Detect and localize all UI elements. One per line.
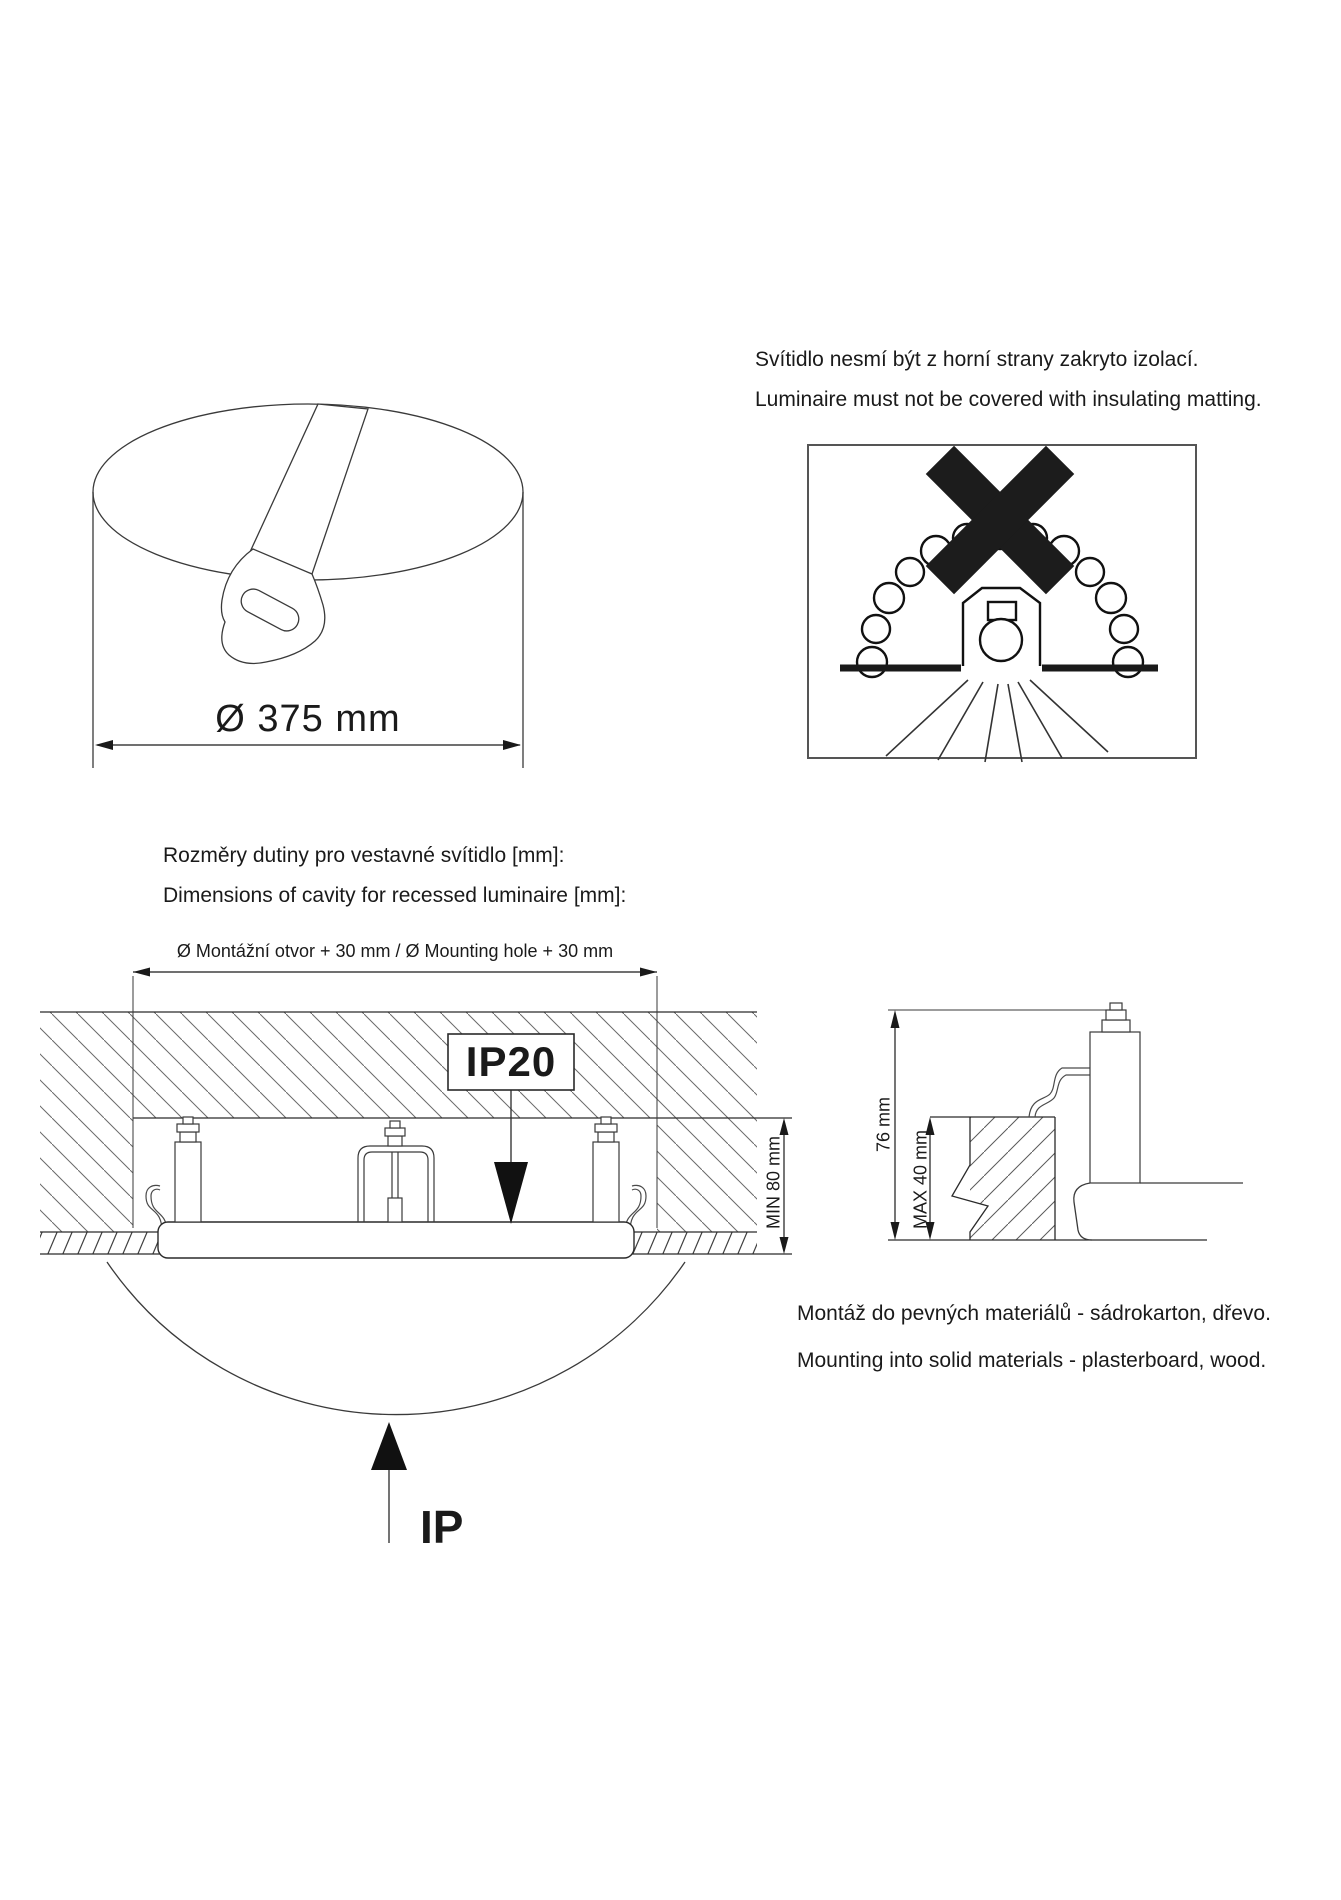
dim-arrow-left-icon [95, 740, 113, 750]
front-cross-section [40, 968, 792, 1544]
glass-dome [107, 1262, 685, 1415]
wall-hatch-left [40, 1118, 133, 1232]
ip20-down-arrow-icon [494, 1162, 528, 1224]
mounting-note-cz: Montáž do pevných materiálů - sádrokarton, dřevo. [797, 1302, 1271, 1325]
total-height-label: 76 mm [873, 1097, 894, 1153]
wall-hatch-top [40, 1012, 757, 1118]
mounting-hole-dimension-label: Ø Montážní otvor + 30 mm / Ø Mounting hole + 30 mm [176, 941, 614, 961]
up-arrow-icon [371, 1422, 407, 1470]
hole-diameter-label: Ø 375 mm [215, 698, 401, 740]
ip-ingress-arrow [371, 1422, 407, 1543]
detail-post [1090, 1003, 1140, 1183]
center-bracket [358, 1121, 434, 1222]
wall-hatch-right [657, 1118, 757, 1232]
dim-arrow-right-icon [503, 740, 521, 750]
cavity-heading-cz: Rozměry dutiny pro vestavné svítidlo [mm]: [163, 844, 565, 867]
no-insulation-warning-box [808, 445, 1196, 762]
ceiling-strip-right [630, 1232, 757, 1254]
insulation-note-cz: Svítidlo nesmí být z horní strany zakryto izolací. [755, 348, 1199, 371]
luminaire-pictogram [963, 588, 1040, 666]
ceiling-strip-left [40, 1232, 163, 1254]
dim-arrow-left-icon [133, 968, 150, 977]
detail-luminaire-edge [1074, 1183, 1243, 1240]
mounting-note-en: Mounting into solid materials - plasterboard, wood. [797, 1349, 1267, 1372]
hole-diameter-dimension [95, 740, 521, 750]
min-depth-label: MIN 80 mm [763, 1136, 784, 1230]
cavity-heading-en: Dimensions of cavity for recessed luminaire [mm]: [163, 884, 627, 907]
mounting-hole-dimension [133, 968, 657, 977]
ip20-rating-label: IP20 [465, 1038, 557, 1085]
dim-arrow-right-icon [640, 968, 657, 977]
panel-block-hatch [970, 1117, 1055, 1240]
saw-blade [250, 404, 368, 574]
side-detail-section [888, 1003, 1243, 1240]
luminaire-trim-ring [158, 1222, 634, 1258]
panel-thickness-label: MAX 40 mm [910, 1129, 931, 1230]
detail-clip [1029, 1068, 1090, 1117]
ip-arrow-label: IP [420, 1501, 464, 1553]
insulation-note-en: Luminaire must not be covered with insulating matting. [755, 388, 1262, 411]
